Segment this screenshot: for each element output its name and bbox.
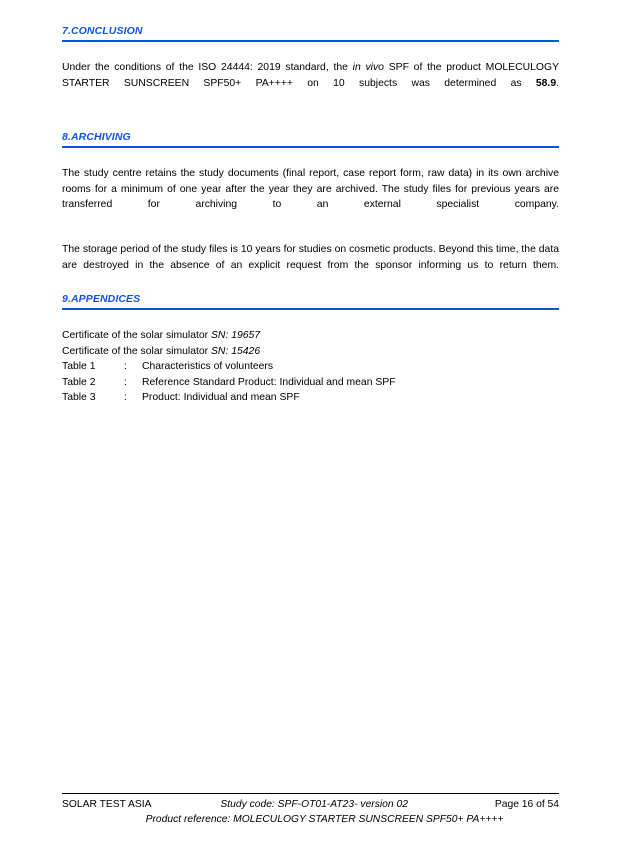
conclusion-paragraph [62, 60, 559, 107]
table-label: Table 3 [62, 392, 96, 404]
section-heading-archiving: 8.ARCHIVING [62, 131, 131, 143]
appendix-list [62, 328, 559, 406]
conclusion-text-part2: SPF of the product MOLECULOGY STARTER SUNSCREEN SPF50+ PA++++ on 10 subjects was determined as [62, 62, 559, 89]
section-archiving [62, 130, 559, 289]
appendix-table-row [62, 359, 559, 375]
conclusion-text-invivo: in vivo [352, 62, 384, 73]
footer-line-1 [62, 794, 559, 812]
section-appendices [62, 292, 559, 406]
certificate-2-text: Certificate of the solar simulator [62, 345, 211, 357]
table-colon: : [124, 392, 127, 404]
appendix-table-row [62, 390, 559, 406]
spacer [62, 310, 559, 328]
archiving-paragraph-2: The storage period of the study files is 10 years for studies on cosmetic products. Beyond this time, the data are destroyed in the absence of an explicit request from the sponsor informing us to return them. [62, 244, 559, 271]
footer-product-reference: Product reference: MOLECULOGY STARTER SUNSCREEN SPF50+ PA++++ [145, 814, 504, 825]
table-description: Reference Standard Product: Individual and mean SPF [142, 376, 396, 388]
footer-study-code: Study code: SPF-OT01-AT23- version 02 [220, 799, 408, 810]
appendix-certificate-1 [62, 328, 559, 344]
conclusion-spf-value: 58.9 [535, 77, 557, 89]
certificate-2-serial: SN: 15426 [211, 345, 261, 357]
table-label: Table 1 [62, 361, 96, 373]
archiving-paragraph-1: The study centre retains the study documents (final report, case report form, raw data) in its own archive rooms for a minimum of one year after the year they are archived. The study files for previous years are transferred for archiving to an external specialist company. [62, 168, 559, 210]
spacer [62, 42, 559, 60]
conclusion-text-part3: . [556, 77, 559, 89]
table-description: Product: Individual and mean SPF [142, 392, 300, 404]
spacer [62, 148, 559, 166]
conclusion-text-part1: Under the conditions of the ISO 24444: 2019 standard, the [62, 62, 353, 73]
footer-page-number: Page 16 of 54 [494, 799, 559, 810]
appendix-certificate-2 [62, 344, 559, 360]
section-heading-appendices: 9.APPENDICES [62, 293, 141, 305]
table-label: Table 2 [62, 376, 96, 388]
section-heading-conclusion: 7.CONCLUSION [62, 25, 143, 37]
footer-company-name: SOLAR TEST ASIA [62, 799, 152, 810]
page-footer [62, 793, 559, 827]
table-colon: : [124, 361, 127, 373]
section-conclusion [62, 24, 559, 107]
table-description: Characteristics of volunteers [142, 361, 274, 373]
table-colon: : [124, 376, 127, 388]
spacer [62, 228, 559, 242]
certificate-1-serial: SN: 19657 [211, 330, 261, 341]
certificate-1-text: Certificate of the solar simulator [62, 330, 211, 341]
appendix-table-row [62, 375, 559, 391]
